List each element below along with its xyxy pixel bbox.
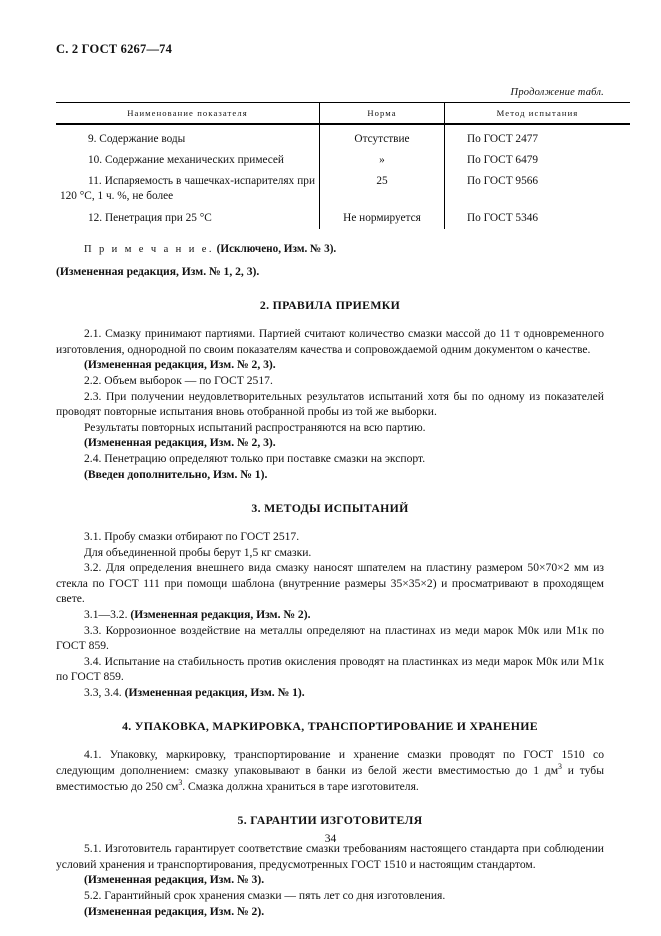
table-continuation-label: Продолжение табл. <box>510 87 604 98</box>
paragraph-4-1-part3: . Смазка должна храниться в таре изготовителя. <box>182 779 419 793</box>
paragraph-3-3: 3.3. Коррозионное воздействие на металлы определяют на пластинах из меди марок М0к или М1к по ГОСТ 859. <box>56 623 604 653</box>
revision-note-5-1: (Измененная редакция, Изм. № 3). <box>84 873 265 887</box>
paragraph-5-2: 5.2. Гарантийный срок хранения смазки — пять лет со дня изготовления. <box>84 888 446 902</box>
cell-name: 10. Содержание механических примесей <box>56 150 320 171</box>
paragraph-2-4: 2.4. Пенетрацию определяют только при поставке смазки на экспорт. <box>84 451 426 465</box>
column-header-method: Метод испытания <box>445 103 631 125</box>
revision-note-3-3-3-4: 3.3, 3.4. (Измененная редакция, Изм. № 1). <box>84 685 305 699</box>
page-header: С. 2 ГОСТ 6267—74 <box>56 42 173 56</box>
revision-note-2-4: (Введен дополнительно, Изм. № 1). <box>84 467 268 481</box>
paragraph-3-1: 3.1. Пробу смазки отбирают по ГОСТ 2517. <box>84 530 300 544</box>
page-number: 34 <box>324 833 337 845</box>
cell-norm: Не нормируется <box>320 208 445 229</box>
note-label: П р и м е ч а н и е. <box>84 243 214 255</box>
paragraph-3-1-sample: Для объединенной пробы берут 1,5 кг смазки. <box>84 545 312 559</box>
specification-table <box>56 102 630 229</box>
column-header-name: Наименование показателя <box>56 103 320 125</box>
revision-note-5-2: (Измененная редакция, Изм. № 2). <box>84 904 265 918</box>
section-heading-2: 2. ПРАВИЛА ПРИЕМКИ <box>259 298 401 313</box>
revision-note-3-1-3-2: 3.1—3.2. (Измененная редакция, Изм. № 2). <box>84 607 311 621</box>
table-body <box>56 124 630 229</box>
column-header-norm: Норма <box>320 103 445 125</box>
paragraph-2-3: 2.3. При получении неудовлетворительных результатов испытаний хотя бы по одному из показателей проводят повторные испытания вновь отобранной пробы из той же выборки. <box>56 389 604 419</box>
cell-name: 12. Пенетрация при 25 °С <box>56 208 320 229</box>
paragraph-2-2: 2.2. Объем выборок — по ГОСТ 2517. <box>84 374 273 388</box>
revision-note-2-1: (Измененная редакция, Изм. № 2, 3). <box>84 358 276 372</box>
cell-name: 11. Испаряемость в чашечках-испарителях при 120 °С, 1 ч. %, не более <box>56 171 320 207</box>
section-heading-4: 4. УПАКОВКА, МАРКИРОВКА, ТРАНСПОРТИРОВАНИЕ И ХРАНЕНИЕ <box>122 719 538 734</box>
paragraph-4-1-part1: 4.1. Упаковку, маркировку, транспортирование и хранение смазки проводят по ГОСТ 1510 со следующим дополнением: смазку упаковывают в банки из белой жести вместимостью до 1 дм <box>56 748 604 778</box>
table-revision-note: (Измененная редакция, Изм. № 1, 2, 3). <box>56 264 260 278</box>
cell-method: По ГОСТ 2477 <box>467 133 539 145</box>
paragraph-2-3-results: Результаты повторных испытаний распространяются на всю партию. <box>84 420 426 434</box>
table-note <box>56 242 604 257</box>
cell-name: 9. Содержание воды <box>56 124 320 150</box>
section-heading-3: 3. МЕТОДЫ ИСПЫТАНИЙ <box>251 501 409 516</box>
table-header <box>56 103 630 125</box>
table-row <box>56 124 630 150</box>
cell-norm: 25 <box>320 171 445 207</box>
table-row <box>56 150 630 171</box>
note-value: (Исключено, Изм. № 3). <box>216 242 337 255</box>
paragraph-3-4: 3.4. Испытание на стабильность против окисления проводят на пластинках из меди марок М0к или М1к по ГОСТ 859. <box>56 654 604 684</box>
cell-norm: » <box>320 150 445 171</box>
section-heading-5: 5. ГАРАНТИИ ИЗГОТОВИТЕЛЯ <box>237 813 423 828</box>
cell-method: По ГОСТ 6479 <box>467 154 539 167</box>
paragraph-4-1-sup2: 3 <box>178 777 183 787</box>
page-content <box>56 42 604 919</box>
paragraph-4-1 <box>56 747 604 794</box>
paragraph-4-1-part2: и тубы вместимостью до 250 см <box>56 764 604 793</box>
table-row <box>56 208 630 229</box>
revision-note-2-3: (Измененная редакция, Изм. № 2, 3). <box>84 436 276 450</box>
cell-method: По ГОСТ 9566 <box>467 175 539 188</box>
paragraph-5-1: 5.1. Изготовитель гарантирует соответствие смазки требованиям настоящего стандарта при соблюдении условий хранения и транспортирования, предусмотренных ГОСТ 1510 и настоящим стандартом. <box>56 842 604 871</box>
paragraph-3-2: 3.2. Для определения внешнего вида смазку наносят шпателем на пластину размером 50×70×2 мм из стекла по ГОСТ 111 при помощи шаблона (внутренние размеры 35×35×2) и просматривают в проходящем свете. <box>56 561 604 606</box>
table-row <box>56 171 630 207</box>
cell-method: По ГОСТ 5346 <box>467 211 539 224</box>
cell-norm: Отсутствие <box>320 124 445 150</box>
paragraph-4-1-sup1: 3 <box>558 762 562 772</box>
table-header-row <box>56 103 630 125</box>
paragraph-2-1: 2.1. Смазку принимают партиями. Партией считают количество смазки массой до 11 т одновременного изготовления, однородной по своим показателям качества и сопровождаемой одним документом о качестве. <box>56 327 604 356</box>
